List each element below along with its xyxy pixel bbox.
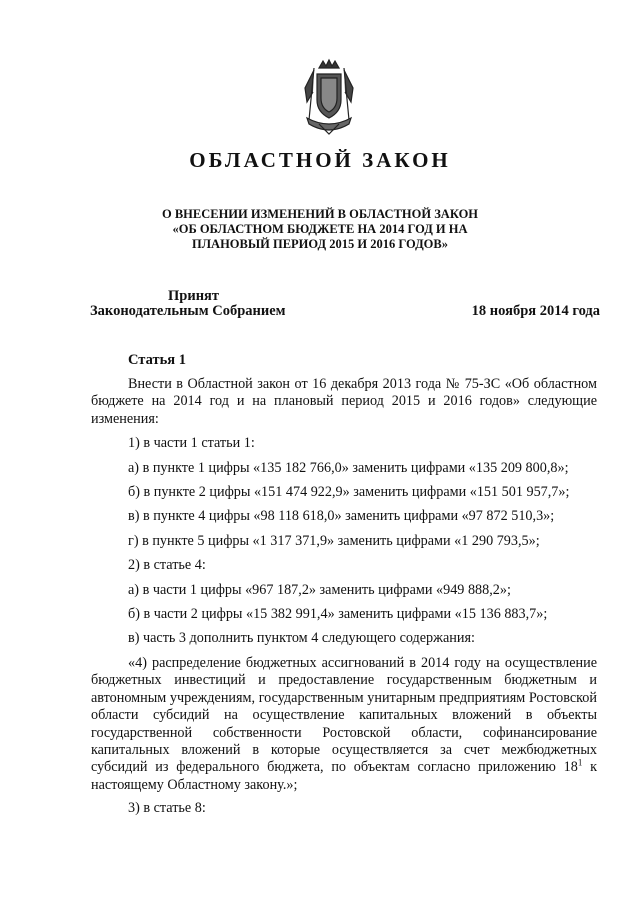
- paragraph: 1) в части 1 статьи 1:: [128, 435, 255, 452]
- coat-of-arms-emblem: [299, 58, 359, 138]
- paragraph: Внести в Областной закон от 16 декабря 2013 года № 75-ЗС «Об областном бюджете на 2014 год и на плановый период 2015 и 2016 годов» следующие изменения:: [91, 376, 597, 427]
- paragraph: г) в пункте 5 цифры «1 317 371,9» заменить цифрами «1 290 793,5»;: [128, 532, 540, 549]
- paragraph: а) в пункте 1 цифры «135 182 766,0» заменить цифрами «135 209 800,8»;: [128, 459, 569, 476]
- subtitle-line: «ОБ ОБЛАСТНОМ БЮДЖЕТЕ НА 2014 ГОД И НА: [172, 222, 468, 236]
- paragraph: [91, 655, 597, 794]
- paragraph: 2) в статье 4:: [128, 557, 206, 574]
- superscript-index: 1: [577, 757, 583, 768]
- paragraph: б) в части 2 цифры «15 382 991,4» заменить цифрами «15 136 883,7»;: [128, 606, 548, 623]
- document-subtitle: [150, 207, 490, 252]
- article-body: [91, 376, 597, 825]
- article-heading: Статья 1: [128, 352, 186, 368]
- paragraph-text: «4) распределение бюджетных ассигнований в 2014 году на осуществление бюджетных инвестиций и предоставление государственным бюджетным и автономным учреждениям, государственным унитарным предприятиям Ростовской области субсидий на осуществление капитальных вложений в объекты государственной собственности Ростовской области, софинансирование капитальных вложений в которые осуществляется за счет межбюджетных субсидий из федерального бюджета, по объектам согласно приложению 18: [91, 654, 597, 776]
- paragraph: в) в пункте 4 цифры «98 118 618,0» заменить цифрами «97 872 510,3»;: [128, 508, 555, 525]
- subtitle-line: О ВНЕСЕНИИ ИЗМЕНЕНИЙ В ОБЛАСТНОЙ ЗАКОН: [161, 207, 479, 221]
- document-title: ОБЛАСТНОЙ ЗАКОН: [189, 148, 451, 172]
- subtitle-line: ПЛАНОВЫЙ ПЕРИОД 2015 И 2016 ГОДОВ»: [192, 237, 448, 251]
- paragraph: а) в части 1 цифры «967 187,2» заменить цифрами «949 888,2»;: [128, 581, 511, 598]
- paragraph-text: к настоящему Областному закону.»;: [91, 759, 597, 793]
- paragraph: 3) в статье 8:: [128, 800, 206, 817]
- adopted-by: Законодательным Собранием: [90, 303, 286, 319]
- paragraph: б) в пункте 2 цифры «151 474 922,9» заменить цифрами «151 501 957,7»;: [128, 484, 570, 501]
- adopted-label: Принят: [168, 288, 220, 304]
- adoption-date: 18 ноября 2014 года: [471, 303, 600, 319]
- paragraph: в) часть 3 дополнить пунктом 4 следующего содержания:: [128, 630, 475, 647]
